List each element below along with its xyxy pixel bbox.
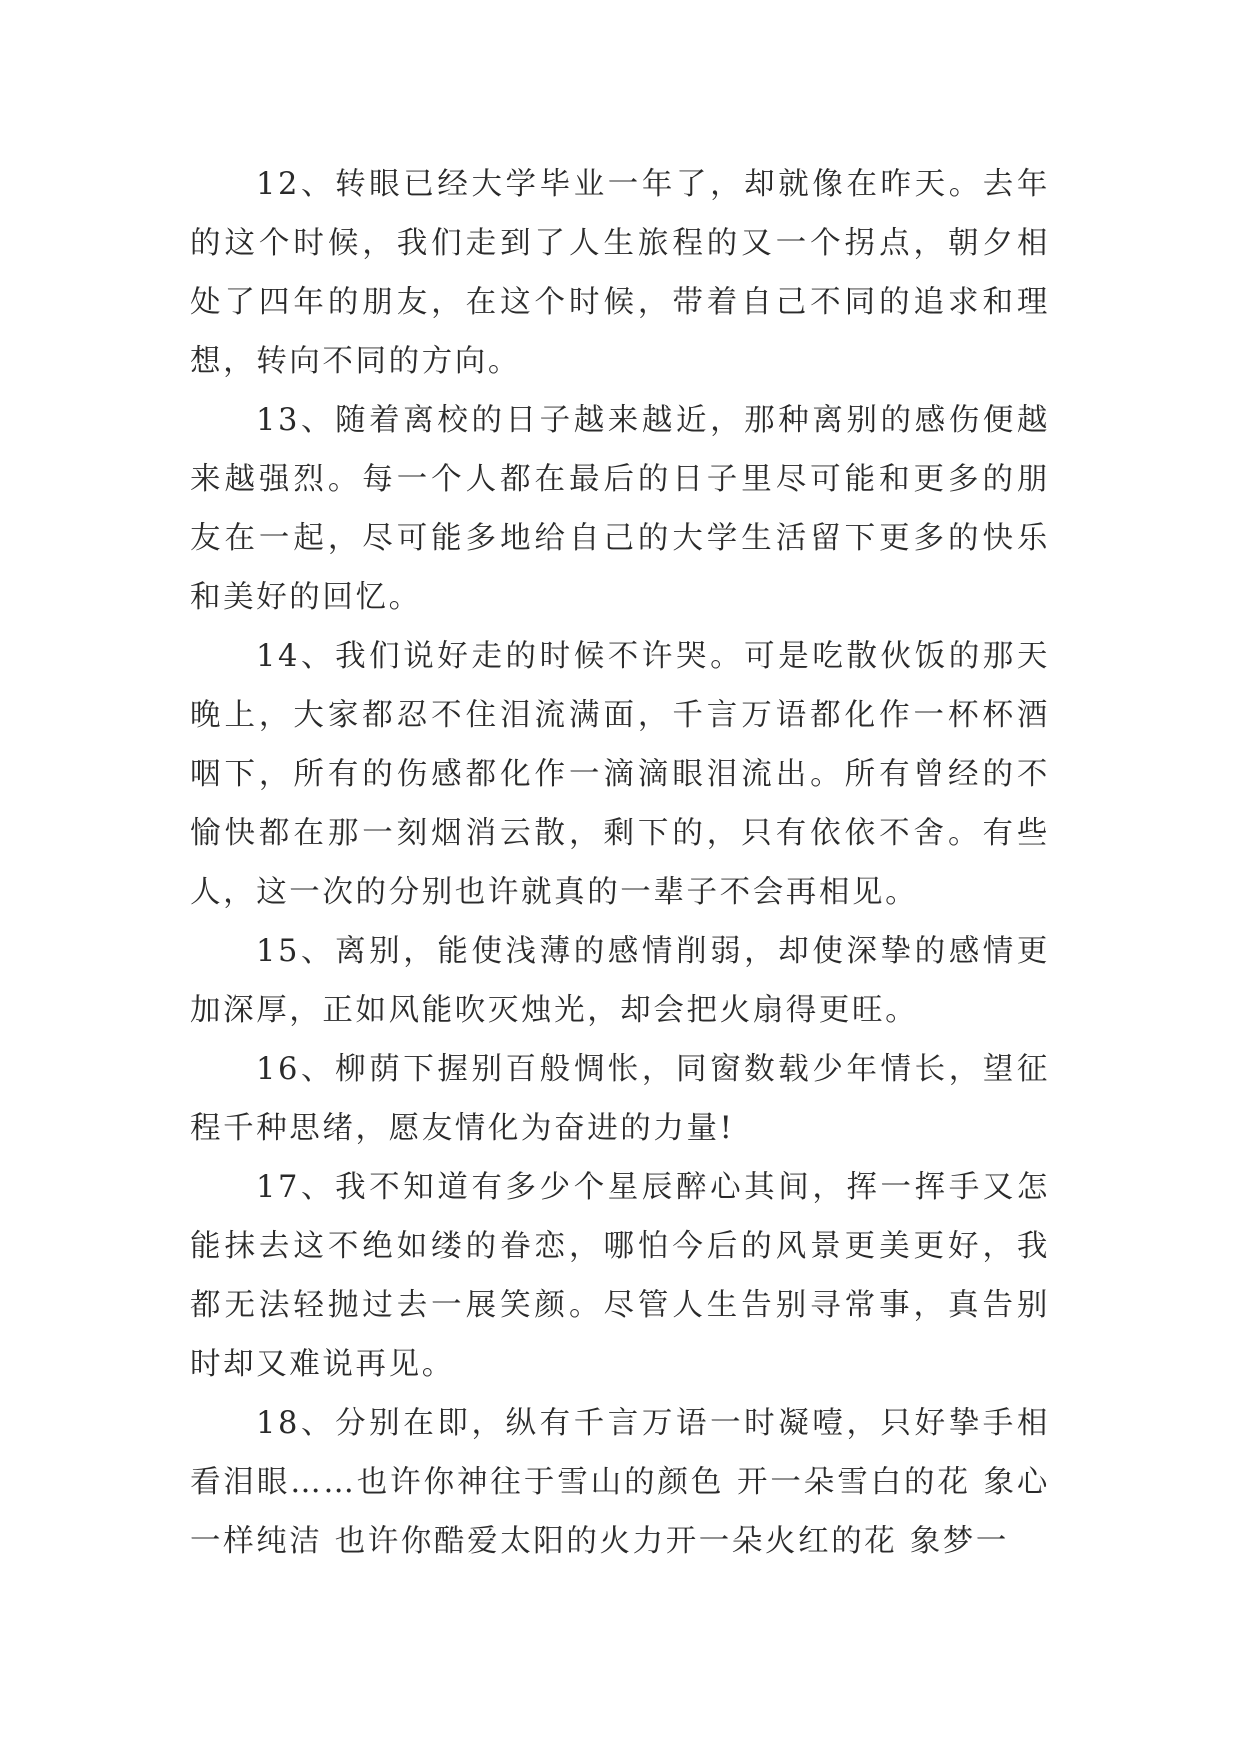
paragraph-12: 12、转眼已经大学毕业一年了，却就像在昨天。去年的这个时候，我们走到了人生旅程的又一个拐点，朝夕相处了四年的朋友，在这个时候，带着自己不同的追求和理想，转向不同的方向。 <box>190 167 1050 379</box>
paragraph-14: 14、我们说好走的时候不许哭。可是吃散伙饭的那天晚上，大家都忍不住泪流满面，千言万语都化作一杯杯酒咽下，所有的伤感都化作一滴滴眼泪流出。所有曾经的不愉快都在那一刻烟消云散，剩下的，只有依依不舍。有些人，这一次的分别也许就真的一辈子不会再相见。 <box>190 639 1050 910</box>
document-body <box>190 155 1050 1571</box>
paragraph-18: 18、分别在即，纵有千言万语一时凝噎，只好挚手相看泪眼……也许你神往于雪山的颜色 开一朵雪白的花 象心一样纯洁 也许你酷爱太阳的火力开一朵火红的花 象梦一 <box>190 1406 1050 1559</box>
paragraph-15: 15、离别，能使浅薄的感情削弱，却使深挚的感情更加深厚，正如风能吹灭烛光，却会把火扇得更旺。 <box>190 934 1050 1028</box>
paragraph-13: 13、随着离校的日子越来越近，那种离别的感伤便越来越强烈。每一个人都在最后的日子里尽可能和更多的朋友在一起，尽可能多地给自己的大学生活留下更多的快乐和美好的回忆。 <box>190 403 1050 615</box>
paragraph-16: 16、柳荫下握别百般惆怅，同窗数载少年情长，望征程千种思绪，愿友情化为奋进的力量! <box>190 1052 1050 1146</box>
paragraph-17: 17、我不知道有多少个星辰醉心其间，挥一挥手又怎能抹去这不绝如缕的眷恋，哪怕今后的风景更美更好，我都无法轻抛过去一展笑颜。尽管人生告别寻常事，真告别时却又难说再见。 <box>190 1170 1050 1382</box>
